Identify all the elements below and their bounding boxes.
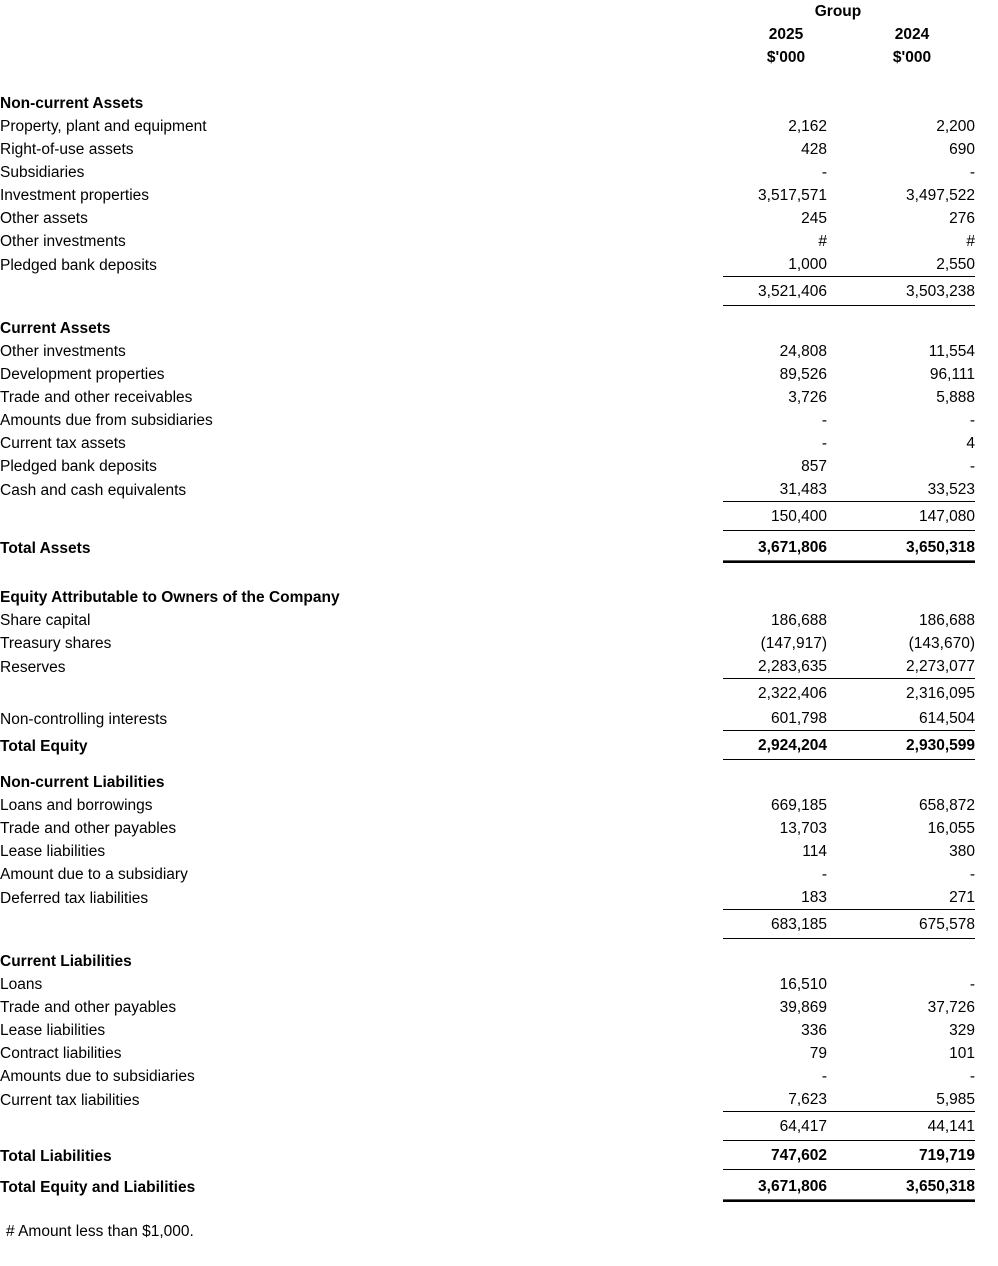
row-value-2024: 5,985	[849, 1088, 975, 1112]
table-row	[0, 973, 975, 996]
row-label: Other investments	[0, 233, 126, 250]
row-spacer	[0, 760, 975, 772]
row-label: Lease liabilities	[0, 1022, 106, 1039]
row-value-2025: 857	[801, 458, 827, 475]
empty-cell	[723, 92, 849, 115]
row-value-2025: 39,869	[779, 999, 827, 1016]
section-heading-equity-attributable	[0, 586, 975, 609]
row-value-2024: 276	[949, 210, 975, 227]
table-row	[0, 161, 975, 184]
subtotal-value-2025: 3,521,406	[723, 277, 849, 306]
table-row	[0, 1088, 975, 1112]
table-row	[0, 996, 975, 1019]
row-value-2024: -	[969, 412, 975, 429]
section-heading-current-assets	[0, 317, 975, 340]
total-assets-row	[0, 531, 975, 563]
row-label: Investment properties	[0, 187, 150, 204]
total-equity-and-liabilities-row	[0, 1170, 975, 1202]
row-spacer	[0, 69, 975, 92]
row-value-2025: 183	[723, 886, 849, 910]
row-label: Pledged bank deposits	[0, 458, 157, 475]
header-spacer-cell	[0, 23, 723, 46]
subtotal-label	[0, 502, 723, 531]
row-value-2025: -	[821, 164, 827, 181]
table-row	[0, 409, 975, 432]
row-value-2024: -	[969, 458, 975, 475]
subtotal-row-non-current-liabilities	[0, 910, 975, 939]
empty-cell	[849, 317, 975, 340]
table-row	[0, 1042, 975, 1065]
row-spacer	[0, 306, 975, 318]
subtotal-label	[0, 1112, 723, 1141]
row-label: Reserves	[0, 658, 66, 676]
subtotal-value-2025: 150,400	[723, 502, 849, 531]
row-value-2024: 271	[849, 886, 975, 910]
row-value-2025: 13,703	[779, 820, 827, 837]
subtotal-value-2024: 2,316,095	[906, 685, 975, 702]
row-value-2024: 37,726	[927, 999, 975, 1016]
table-row	[0, 478, 975, 502]
row-value-2025: -	[821, 435, 827, 452]
row-value-2024: 11,554	[928, 343, 975, 360]
row-value-2024: 2,550	[936, 256, 975, 273]
section-heading-label: Equity Attributable to Owners of the Company	[0, 589, 340, 606]
footnote-amount-less-than-1000: # Amount less than $1,000.	[6, 1223, 194, 1240]
subtotal-label	[0, 277, 723, 306]
row-value-2025: 186,688	[770, 612, 827, 629]
row-label: Pledged bank deposits	[0, 256, 157, 274]
row-value-2024: (143,670)	[908, 635, 975, 652]
row-value-2025: 114	[802, 843, 827, 860]
row-value-2024: 690	[949, 141, 975, 158]
empty-cell	[849, 771, 975, 794]
table-header-unit-row	[0, 46, 975, 69]
row-value-2025: 336	[801, 1022, 827, 1039]
table-row	[0, 253, 975, 277]
section-heading-non-current-assets	[0, 92, 975, 115]
row-label: Right-of-use assets	[0, 141, 134, 158]
empty-cell	[849, 92, 975, 115]
row-value-2024: 16,055	[927, 820, 975, 837]
table-row	[0, 1019, 975, 1042]
row-label: Trade and other receivables	[0, 389, 193, 406]
section-heading-label: Non-current Liabilities	[0, 774, 165, 791]
table-row	[0, 840, 975, 863]
subtotal-value-2024: 675,578	[849, 910, 975, 939]
row-label: Development properties	[0, 366, 165, 383]
total-liabilities-row	[0, 1141, 975, 1170]
table-row	[0, 632, 975, 655]
non-controlling-interests-row	[0, 707, 975, 731]
row-label: Subsidiaries	[0, 164, 85, 181]
row-value-2025: -	[821, 1068, 827, 1085]
subtotal-value-2024: 44,141	[849, 1112, 975, 1141]
row-value-2025: -	[821, 412, 827, 429]
row-value-2024: 658,872	[918, 797, 975, 814]
table-header-group-row	[0, 0, 975, 23]
total-equity-and-liabilities-label: Total Equity and Liabilities	[0, 1178, 196, 1196]
empty-cell	[849, 950, 975, 973]
section-heading-label: Current Liabilities	[0, 953, 132, 970]
row-value-2024: 33,523	[927, 481, 975, 498]
total-liabilities-value-2024: 719,719	[849, 1141, 975, 1170]
subtotal-value-2024: 147,080	[849, 502, 975, 531]
row-label: Deferred tax liabilities	[0, 889, 149, 907]
row-value-2025: 2,283,635	[723, 655, 849, 679]
row-label: Amounts due to subsidiaries	[0, 1068, 195, 1085]
row-value-2024: 329	[949, 1022, 975, 1039]
row-label: Trade and other payables	[0, 820, 177, 837]
subtotal-row-current-assets	[0, 502, 975, 531]
header-spacer-cell	[0, 0, 723, 23]
section-heading-label: Non-current Assets	[0, 95, 144, 112]
total-liabilities-label: Total Liabilities	[0, 1147, 112, 1165]
subtotal-row-current-liabilities	[0, 1112, 975, 1141]
row-value-2024: 2,273,077	[849, 655, 975, 679]
row-label: Current tax assets	[0, 435, 126, 452]
total-equity-row	[0, 731, 975, 760]
row-value-2025: 428	[801, 141, 827, 158]
row-value-2025: 79	[809, 1045, 827, 1062]
total-assets-value-2025: 3,671,806	[723, 531, 849, 563]
table-row	[0, 863, 975, 886]
table-row	[0, 817, 975, 840]
row-value-2025: 669,185	[770, 797, 827, 814]
row-value-2025: 89,526	[779, 366, 827, 383]
column-header-unit-2024: $'000	[892, 49, 932, 66]
total-equity-and-liabilities-value-2024: 3,650,318	[849, 1170, 975, 1202]
table-row	[0, 386, 975, 409]
empty-cell	[723, 771, 849, 794]
table-row	[0, 655, 975, 679]
row-value-2024: -	[969, 976, 975, 993]
row-value-2024: 96,111	[929, 366, 975, 383]
table-header-year-row	[0, 23, 975, 46]
section-heading-label: Current Assets	[0, 320, 111, 337]
row-value-2025: 601,798	[723, 707, 849, 731]
row-value-2025: 1,000	[788, 256, 827, 273]
row-value-2025: 24,808	[779, 343, 827, 360]
row-value-2024: #	[966, 233, 975, 250]
total-equity-label: Total Equity	[0, 737, 88, 755]
empty-cell	[723, 586, 849, 609]
total-liabilities-value-2025: 747,602	[723, 1141, 849, 1170]
row-label: Amount due to a subsidiary	[0, 866, 188, 883]
table-row	[0, 886, 975, 910]
table-row	[0, 340, 975, 363]
row-value-2025: 3,726	[788, 389, 827, 406]
table-row	[0, 230, 975, 253]
subtotal-label	[0, 910, 723, 939]
row-label: Loans	[0, 976, 43, 993]
row-value-2024: 380	[949, 843, 975, 860]
row-label: Other assets	[0, 210, 88, 227]
column-header-year-2024: 2024	[894, 26, 930, 43]
subtotal-value-2024: 3,503,238	[849, 277, 975, 306]
row-spacer	[0, 939, 975, 951]
row-value-2025: 7,623	[723, 1088, 849, 1112]
row-label: Cash and cash equivalents	[0, 481, 187, 499]
section-heading-non-current-liabilities	[0, 771, 975, 794]
total-assets-value-2024: 3,650,318	[849, 531, 975, 563]
row-label: Share capital	[0, 612, 91, 629]
table-row	[0, 115, 975, 138]
row-value-2024: -	[969, 1068, 975, 1085]
row-value-2025: 2,162	[788, 118, 827, 135]
total-equity-value-2024: 2,930,599	[849, 731, 975, 760]
row-label: Amounts due from subsidiaries	[0, 412, 213, 429]
subtotal-row-non-current-assets	[0, 277, 975, 306]
table-row	[0, 138, 975, 161]
empty-cell	[723, 950, 849, 973]
row-label: Current tax liabilities	[0, 1091, 140, 1109]
empty-cell	[723, 317, 849, 340]
subtotal-value-2025: 683,185	[723, 910, 849, 939]
row-label: Property, plant and equipment	[0, 118, 207, 135]
header-spacer-cell	[0, 46, 723, 69]
row-label: Loans and borrowings	[0, 797, 153, 814]
table-row	[0, 609, 975, 632]
section-heading-current-liabilities	[0, 950, 975, 973]
row-value-2024: -	[969, 866, 975, 883]
subtotal-label	[0, 679, 723, 708]
row-label: Contract liabilities	[0, 1045, 122, 1062]
total-equity-and-liabilities-value-2025: 3,671,806	[723, 1170, 849, 1202]
row-value-2024: 186,688	[918, 612, 975, 629]
table-row	[0, 794, 975, 817]
table-row	[0, 455, 975, 478]
row-value-2024: 614,504	[849, 707, 975, 731]
row-value-2024: 4	[966, 435, 975, 452]
table-row	[0, 363, 975, 386]
row-label: Trade and other payables	[0, 999, 177, 1016]
row-spacer	[0, 563, 975, 587]
row-value-2024: -	[969, 164, 975, 181]
empty-cell	[849, 586, 975, 609]
column-header-unit-2025: $'000	[766, 49, 806, 66]
row-value-2024: 3,497,522	[906, 187, 975, 204]
subtotal-value-2025: 64,417	[723, 1112, 849, 1141]
row-label: Lease liabilities	[0, 843, 106, 860]
row-value-2025: 16,510	[779, 976, 827, 993]
subtotal-value-2025: 2,322,406	[758, 685, 827, 702]
row-value-2025: 31,483	[779, 481, 827, 498]
table-row	[0, 1065, 975, 1088]
row-value-2024: 5,888	[936, 389, 975, 406]
table-row	[0, 207, 975, 230]
row-value-2025: 245	[801, 210, 827, 227]
row-value-2025: (147,917)	[760, 635, 827, 652]
subtotal-row-equity-attributable	[0, 679, 975, 708]
row-label: Treasury shares	[0, 635, 112, 652]
total-assets-label: Total Assets	[0, 539, 91, 557]
row-label: Non-controlling interests	[0, 710, 168, 728]
table-row	[0, 184, 975, 207]
row-value-2025: 3,517,571	[758, 187, 827, 204]
column-group-header: Group	[814, 3, 862, 20]
row-value-2025: #	[818, 233, 827, 250]
row-value-2024: 101	[949, 1045, 975, 1062]
column-header-year-2025: 2025	[768, 26, 804, 43]
row-value-2025: -	[821, 866, 827, 883]
row-value-2024: 2,200	[936, 118, 975, 135]
total-equity-value-2025: 2,924,204	[723, 731, 849, 760]
table-row	[0, 432, 975, 455]
row-label: Other investments	[0, 343, 126, 360]
